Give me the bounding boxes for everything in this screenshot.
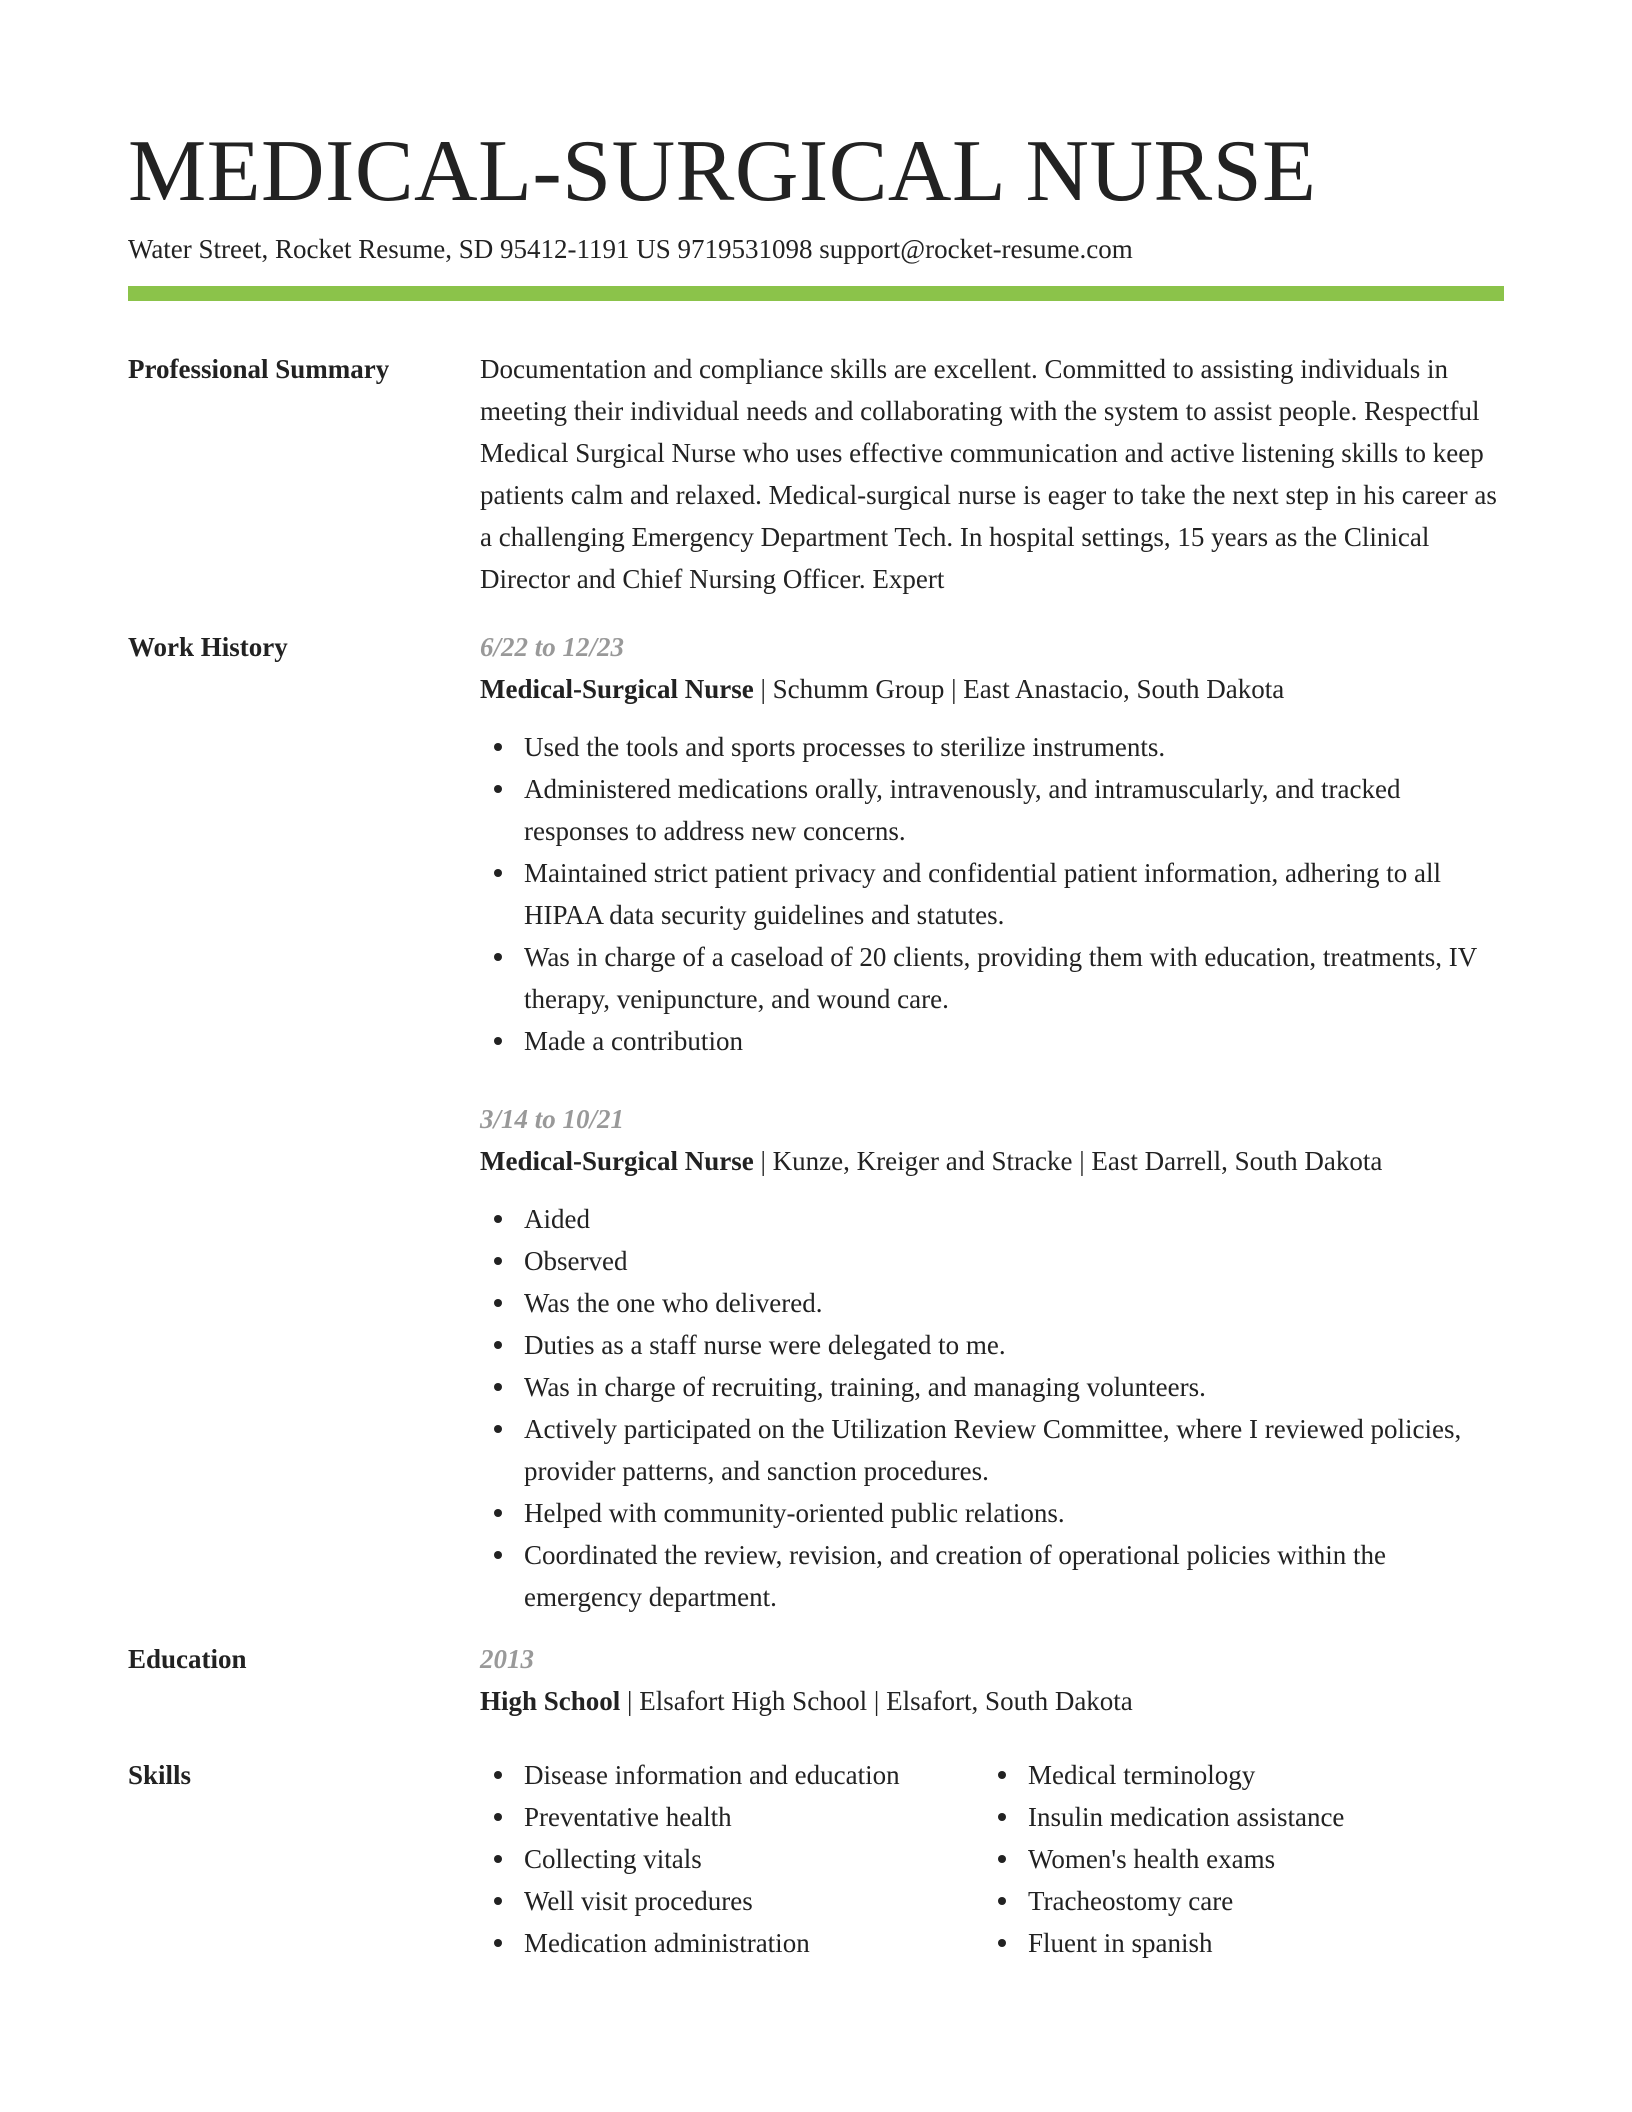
bullet-icon — [494, 1897, 502, 1905]
skill-text: Women's health exams — [1028, 1844, 1276, 1874]
job-employer-location: | Schumm Group | East Anastacio, South Dakota — [753, 674, 1285, 704]
skill-item — [984, 1922, 1484, 1964]
skill-item — [480, 1922, 984, 1964]
education-year: 2013 — [480, 1644, 534, 1674]
list-item — [480, 1366, 1504, 1408]
skill-item — [480, 1880, 984, 1922]
skill-item — [480, 1754, 984, 1796]
bullet-text: Was in charge of a caseload of 20 clients, providing them with education, treatments, IV therapy, venipuncture, and wound care. — [524, 942, 1477, 1014]
bullet-icon — [998, 1855, 1006, 1863]
list-item — [480, 1408, 1504, 1492]
job-title-line — [480, 1140, 1504, 1182]
list-item — [480, 1324, 1504, 1366]
list-item — [480, 768, 1504, 852]
bullet-icon — [494, 1425, 502, 1433]
skill-item — [984, 1838, 1484, 1880]
bullet-icon — [494, 1551, 502, 1559]
list-item — [480, 1492, 1504, 1534]
job-bullets — [480, 726, 1504, 1062]
education-body — [480, 1638, 1504, 1722]
job-dates: 3/14 to 10/21 — [480, 1104, 625, 1134]
bullet-text: Aided — [524, 1204, 590, 1234]
summary-body — [480, 348, 1504, 600]
bullet-icon — [494, 785, 502, 793]
section-title-work-history: Work History — [128, 632, 288, 662]
bullet-text: Administered medications orally, intravenously, and intramuscularly, and tracked responses to address new concerns. — [524, 774, 1401, 846]
bullet-icon — [494, 1771, 502, 1779]
bullet-icon — [494, 953, 502, 961]
bullet-text: Made a contribution — [524, 1026, 743, 1056]
bullet-text: Maintained strict patient privacy and confidential patient information, adhering to all HIPAA data security guidelines and statutes. — [524, 858, 1441, 930]
accent-rule — [128, 286, 1504, 301]
section-title-skills: Skills — [128, 1760, 192, 1790]
job-role: Medical-Surgical Nurse — [480, 1146, 754, 1176]
bullet-text: Actively participated on the Utilization Review Committee, where I reviewed policies, provider patterns, and sanction procedures. — [524, 1414, 1462, 1486]
bullet-icon — [494, 743, 502, 751]
skill-item — [480, 1838, 984, 1880]
list-item — [480, 1198, 1504, 1240]
resume-name: MEDICAL-SURGICAL NURSE — [128, 123, 1317, 220]
bullet-text: Helped with community-oriented public relations. — [524, 1498, 1065, 1528]
skill-item — [984, 1796, 1484, 1838]
list-item — [480, 1240, 1504, 1282]
bullet-icon — [494, 869, 502, 877]
list-item — [480, 1020, 1504, 1062]
skills-column-1 — [480, 1754, 984, 1964]
job-employer-location: | Kunze, Kreiger and Stracke | East Darrell, South Dakota — [753, 1146, 1383, 1176]
skill-text: Disease information and education — [524, 1760, 900, 1790]
skill-text: Preventative health — [524, 1802, 732, 1832]
list-item — [480, 1534, 1504, 1618]
education-school-location: | Elsafort High School | Elsafort, South Dakota — [620, 1686, 1133, 1716]
summary-text: Documentation and compliance skills are excellent. Committed to assisting individuals in meeting their individual needs and collaborating with the system to assist people. Respectful Medical Surgical Nurse who uses effective communication and active listening skills to keep patients calm and relaxed. Medical-surgical nurse is eager to take the next step in his career as a challenging Emergency Department Tech. In hospital settings, 15 years as the Clinical Director and Chief Nursing Officer. Expert — [480, 354, 1497, 594]
list-item — [480, 726, 1504, 768]
work-history-body — [480, 626, 1504, 1618]
skill-text: Well visit procedures — [524, 1886, 753, 1916]
bullet-icon — [494, 1037, 502, 1045]
skills-list-1 — [480, 1754, 984, 1964]
job-bullets — [480, 1198, 1504, 1618]
bullet-text: Observed — [524, 1246, 628, 1276]
job-dates: 6/22 to 12/23 — [480, 632, 625, 662]
education-degree: High School — [480, 1686, 621, 1716]
list-item — [480, 936, 1504, 1020]
skill-text: Collecting vitals — [524, 1844, 702, 1874]
bullet-icon — [494, 1939, 502, 1947]
bullet-icon — [494, 1509, 502, 1517]
bullet-text: Used the tools and sports processes to sterilize instruments. — [524, 732, 1166, 762]
skill-text: Medical terminology — [1028, 1760, 1256, 1790]
job-role: Medical-Surgical Nurse — [480, 674, 754, 704]
bullet-text: Duties as a staff nurse were delegated to me. — [524, 1330, 1006, 1360]
job-entry — [480, 626, 1504, 1062]
section-title-education: Education — [128, 1644, 247, 1674]
bullet-icon — [998, 1771, 1006, 1779]
skills-body — [480, 1754, 1504, 1964]
list-item — [480, 1282, 1504, 1324]
section-title-summary: Professional Summary — [128, 354, 390, 384]
bullet-icon — [494, 1855, 502, 1863]
bullet-icon — [494, 1299, 502, 1307]
skills-columns — [480, 1754, 1504, 1964]
bullet-icon — [494, 1383, 502, 1391]
job-title-line — [480, 668, 1504, 710]
bullet-icon — [494, 1215, 502, 1223]
job-entry — [480, 1098, 1504, 1618]
skill-item — [984, 1880, 1484, 1922]
skills-column-2 — [984, 1754, 1484, 1964]
bullet-text: Was the one who delivered. — [524, 1288, 823, 1318]
contact-line: Water Street, Rocket Resume, SD 95412-1191 US 9719531098 support@rocket-resume.com — [128, 234, 1133, 264]
education-line — [480, 1680, 1504, 1722]
bullet-icon — [998, 1939, 1006, 1947]
list-item — [480, 852, 1504, 936]
skill-text: Fluent in spanish — [1028, 1928, 1213, 1958]
skill-text: Insulin medication assistance — [1028, 1802, 1345, 1832]
bullet-icon — [998, 1813, 1006, 1821]
skill-item — [480, 1796, 984, 1838]
bullet-icon — [494, 1257, 502, 1265]
skill-item — [984, 1754, 1484, 1796]
bullet-text: Coordinated the review, revision, and creation of operational policies within the emergency department. — [524, 1540, 1386, 1612]
bullet-icon — [494, 1813, 502, 1821]
skill-text: Medication administration — [524, 1928, 810, 1958]
bullet-icon — [494, 1341, 502, 1349]
skills-list-2 — [984, 1754, 1484, 1964]
bullet-text: Was in charge of recruiting, training, and managing volunteers. — [524, 1372, 1206, 1402]
bullet-icon — [998, 1897, 1006, 1905]
skill-text: Tracheostomy care — [1028, 1886, 1234, 1916]
